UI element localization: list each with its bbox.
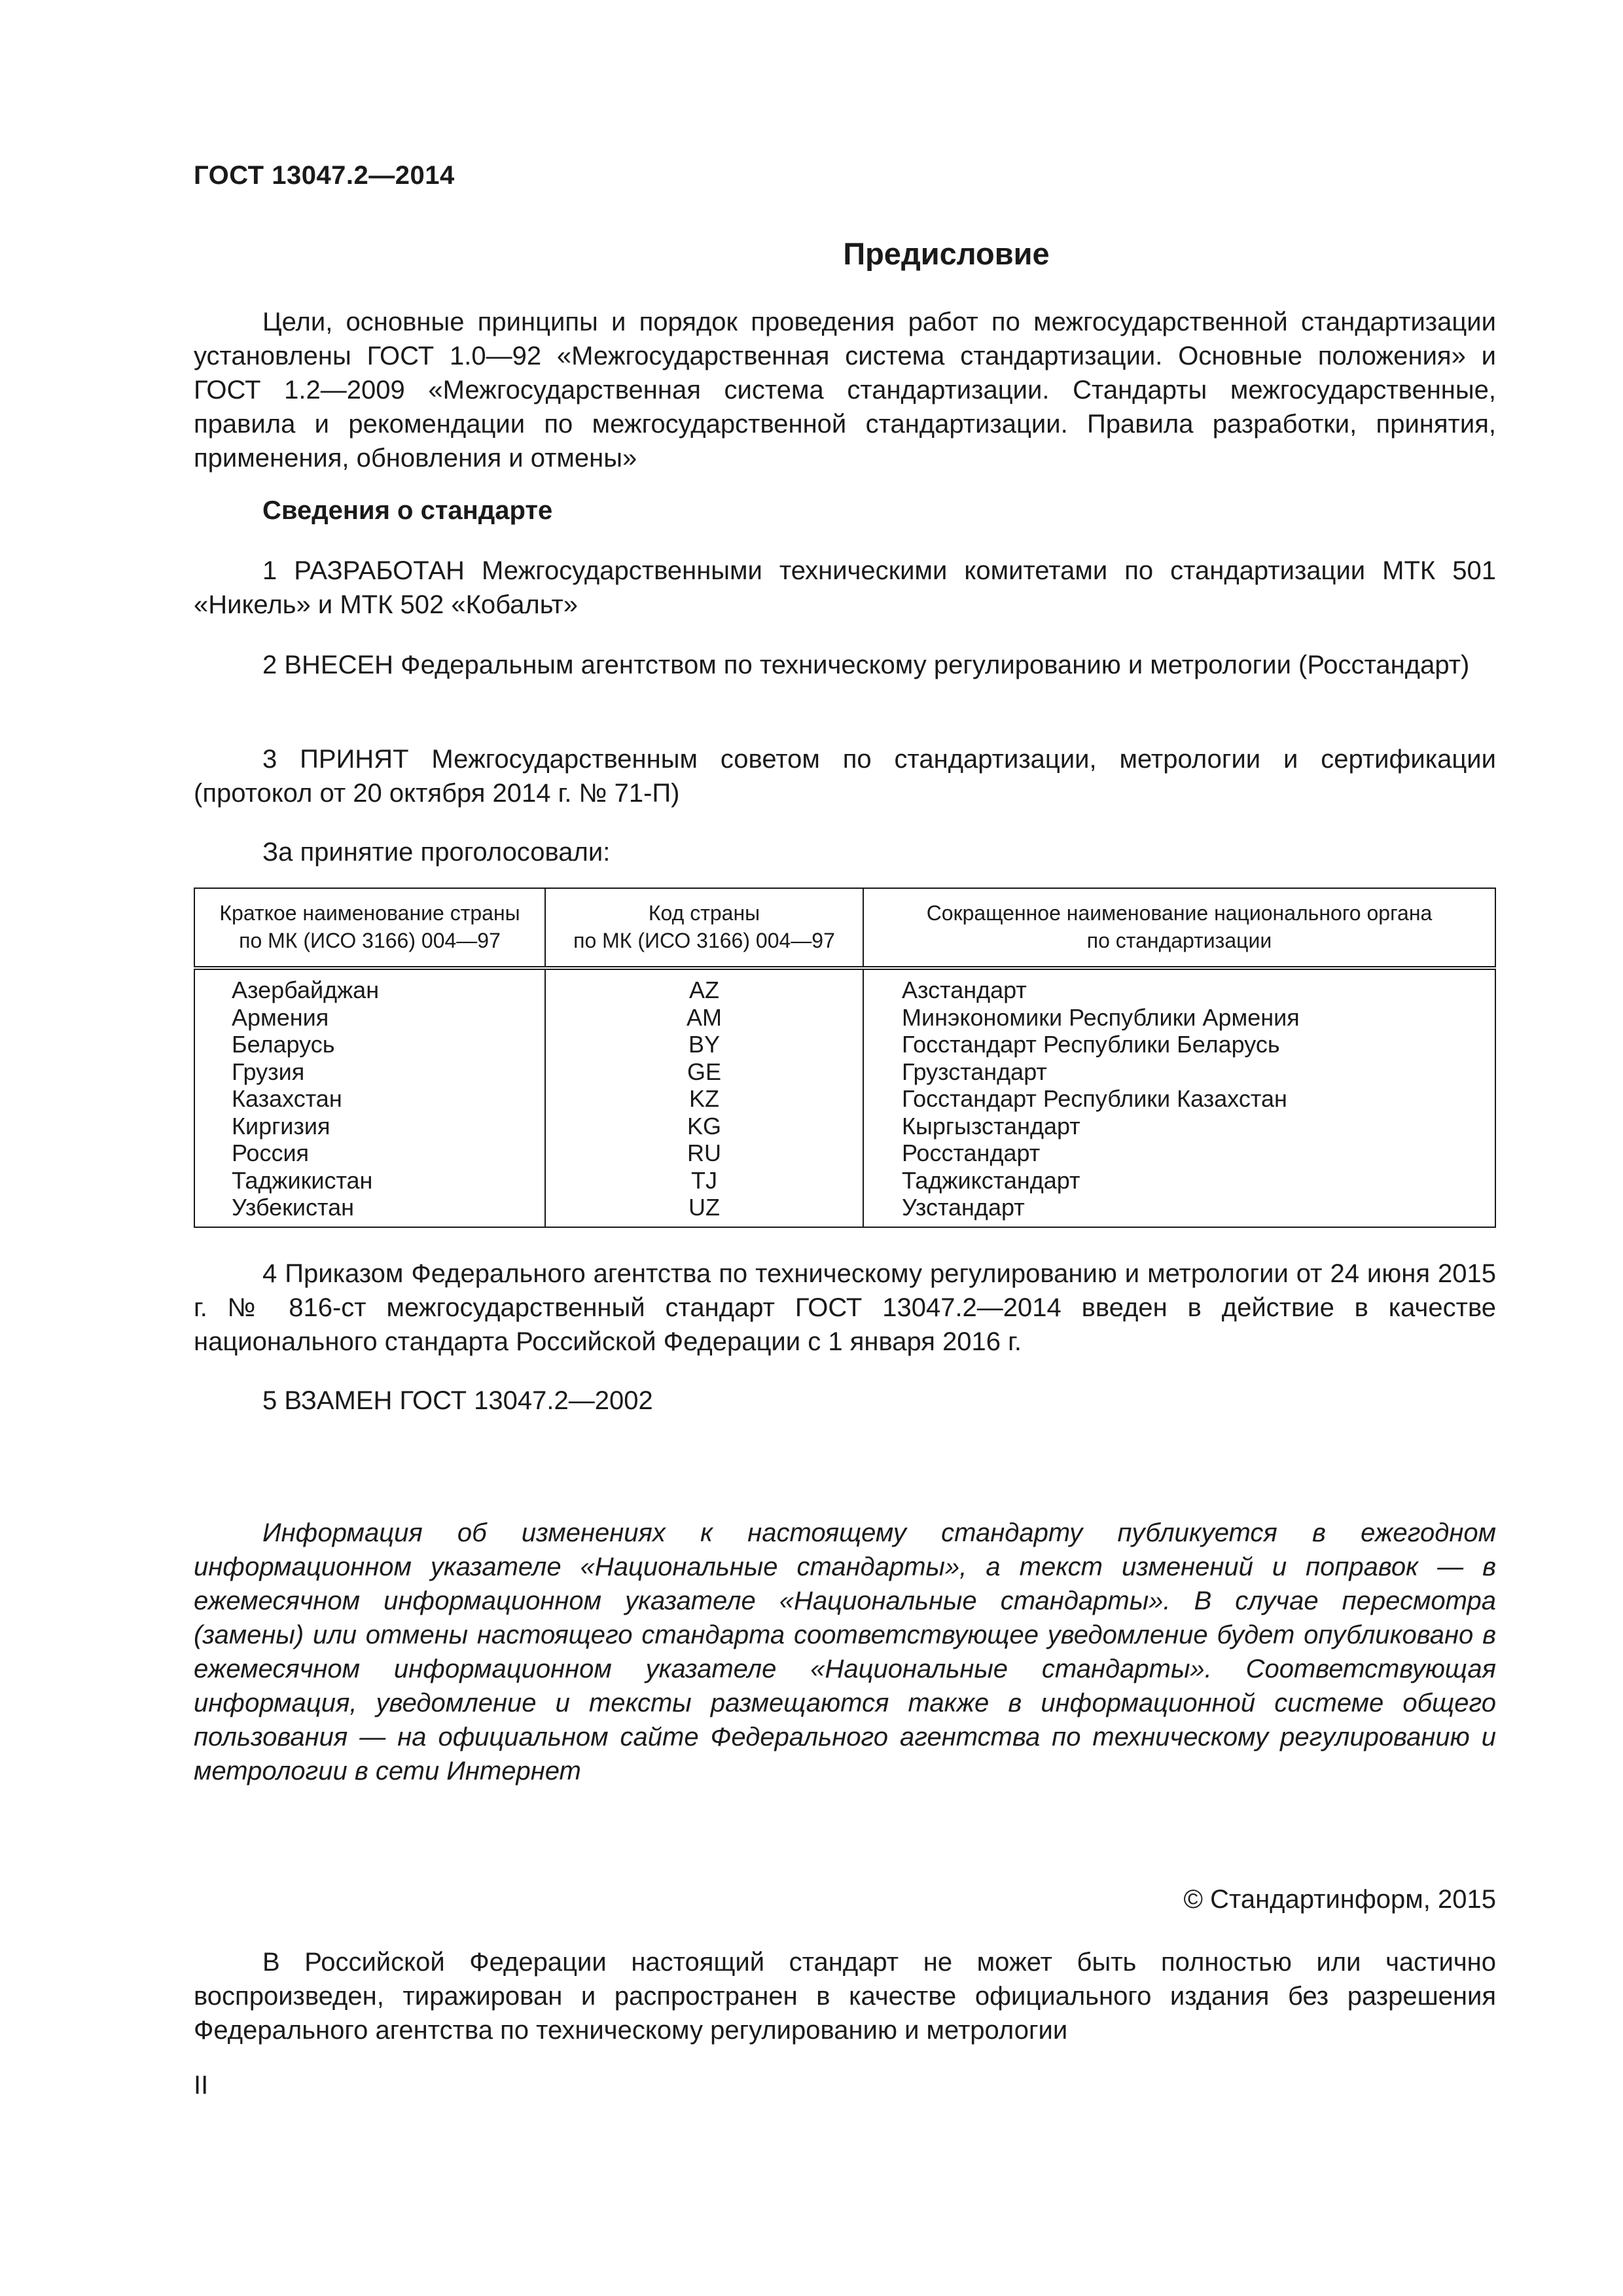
country-name: Беларусь bbox=[194, 1031, 545, 1058]
table-row bbox=[194, 1167, 1495, 1194]
country-name: Армения bbox=[194, 1004, 545, 1031]
intro-paragraph: Цели, основные принципы и порядок проведения работ по межгосударственной стандартизации установлены ГОСТ 1.0—92 «Межгосударственная система стандартизации. Основные положения» и ГОСТ 1.2—2009 «Межгосударственная система стандартизации. Стандарты межгосударственные, правила и рекомендации по межгосударственной стандартизации. Правила разработки, принятия, применения, обновления и отмены» bbox=[194, 308, 1496, 473]
item-4-order: 4 Приказом Федерального агентства по техническому регулированию и метрологии от 24 июня 2015 г. № 816-ст межгосударственный стандарт ГОСТ 13047.2—2014 введен в действие в качестве национального стандарта Российской Федерации с 1 января 2016 г. bbox=[194, 1259, 1496, 1356]
document-code: ГОСТ 13047.2—2014 bbox=[194, 161, 455, 190]
table-row bbox=[194, 968, 1495, 1004]
country-code: UZ bbox=[545, 1194, 863, 1227]
voting-countries-table bbox=[194, 888, 1496, 1228]
table-header-country: Краткое наименование страны по МК (ИСО 3166) 004—97 bbox=[194, 888, 545, 968]
country-name: Россия bbox=[194, 1139, 545, 1167]
table-row bbox=[194, 1058, 1495, 1086]
copyright-notice: © Стандартинформ, 2015 bbox=[1183, 1885, 1496, 1914]
standards-body: Таджикстандарт bbox=[902, 1166, 1080, 1194]
country-name: Киргизия bbox=[194, 1113, 545, 1140]
table-row bbox=[194, 1194, 1495, 1227]
standards-body: Азстандарт bbox=[902, 977, 1027, 1003]
standards-body: Госстандарт Республики Казахстан bbox=[902, 1085, 1287, 1112]
standards-body: Кыргызстандарт bbox=[902, 1112, 1080, 1139]
table-header-row bbox=[194, 888, 1495, 968]
country-code: BY bbox=[545, 1031, 863, 1058]
standards-body: Минэкономики Республики Армения bbox=[902, 1003, 1300, 1031]
table-header-body: Сокращенное наименование национального органа по стандартизации bbox=[863, 888, 1495, 968]
voted-label: За принятие проголосовали: bbox=[262, 838, 611, 867]
standards-body: Грузстандарт bbox=[902, 1058, 1047, 1085]
country-name: Узбекистан bbox=[194, 1194, 545, 1227]
item-2-submitted: 2 ВНЕСЕН Федеральным агентством по техническому регулированию и метрологии (Росстандарт) bbox=[262, 651, 1470, 679]
country-name: Таджикистан bbox=[194, 1167, 545, 1194]
country-code: KG bbox=[545, 1113, 863, 1140]
table-row bbox=[194, 1004, 1495, 1031]
table-row bbox=[194, 1085, 1495, 1113]
country-name: Азербайджан bbox=[194, 968, 545, 1004]
country-code: AM bbox=[545, 1004, 863, 1031]
table-row bbox=[194, 1031, 1495, 1058]
country-code: TJ bbox=[545, 1167, 863, 1194]
table-row bbox=[194, 1113, 1495, 1140]
item-3-adopted: 3 ПРИНЯТ Межгосударственным советом по стандартизации, метрологии и сертификации (протокол от 20 октября 2014 г. № 71-П) bbox=[194, 745, 1496, 808]
standards-body: Узстандарт bbox=[902, 1194, 1025, 1221]
country-name: Казахстан bbox=[194, 1085, 545, 1113]
amendments-notice: Информация об изменениях к настоящему стандарту публикуется в ежегодном информационном указателе «Национальные стандарты», а текст изменений и поправок — в ежемесячном информационном указателе «Национальные стандарты». В случае пересмотра (замены) или отмены настоящего стандарта соответствующее уведомление будет опубликовано в ежемесячном информационном указателе «Национальные стандарты». Соответствующая информация, уведомление и тексты размещаются также в информационной системе общего пользования — на официальном сайте Федерального агентства по техническому регулированию и метрологии в сети Интернет bbox=[194, 1518, 1496, 1785]
info-heading: Сведения о стандарте bbox=[262, 496, 553, 525]
page-number: II bbox=[194, 2071, 209, 2100]
standards-body: Госстандарт Республики Беларусь bbox=[902, 1031, 1280, 1058]
reproduction-rights: В Российской Федерации настоящий стандарт не может быть полностью или частично воспроизведен, тиражирован и распространен в качестве официального издания без разрешения Федерального агентства по техническому регулированию и метрологии bbox=[194, 1948, 1496, 2045]
standards-body: Росстандарт bbox=[902, 1139, 1041, 1166]
country-code: AZ bbox=[545, 968, 863, 1004]
table-header-code: Код страны по МК (ИСО 3166) 004—97 bbox=[545, 888, 863, 968]
country-code: RU bbox=[545, 1139, 863, 1167]
table-row bbox=[194, 1139, 1495, 1167]
country-name: Грузия bbox=[194, 1058, 545, 1086]
item-1-developed: 1 РАЗРАБОТАН Межгосударственными техническими комитетами по стандартизации МТК 501 «Никель» и МТК 502 «Кобальт» bbox=[194, 556, 1496, 619]
item-5-replaces: 5 ВЗАМЕН ГОСТ 13047.2—2002 bbox=[262, 1386, 653, 1415]
country-code: GE bbox=[545, 1058, 863, 1086]
country-code: KZ bbox=[545, 1085, 863, 1113]
page-title: Предисловие bbox=[843, 236, 1050, 271]
